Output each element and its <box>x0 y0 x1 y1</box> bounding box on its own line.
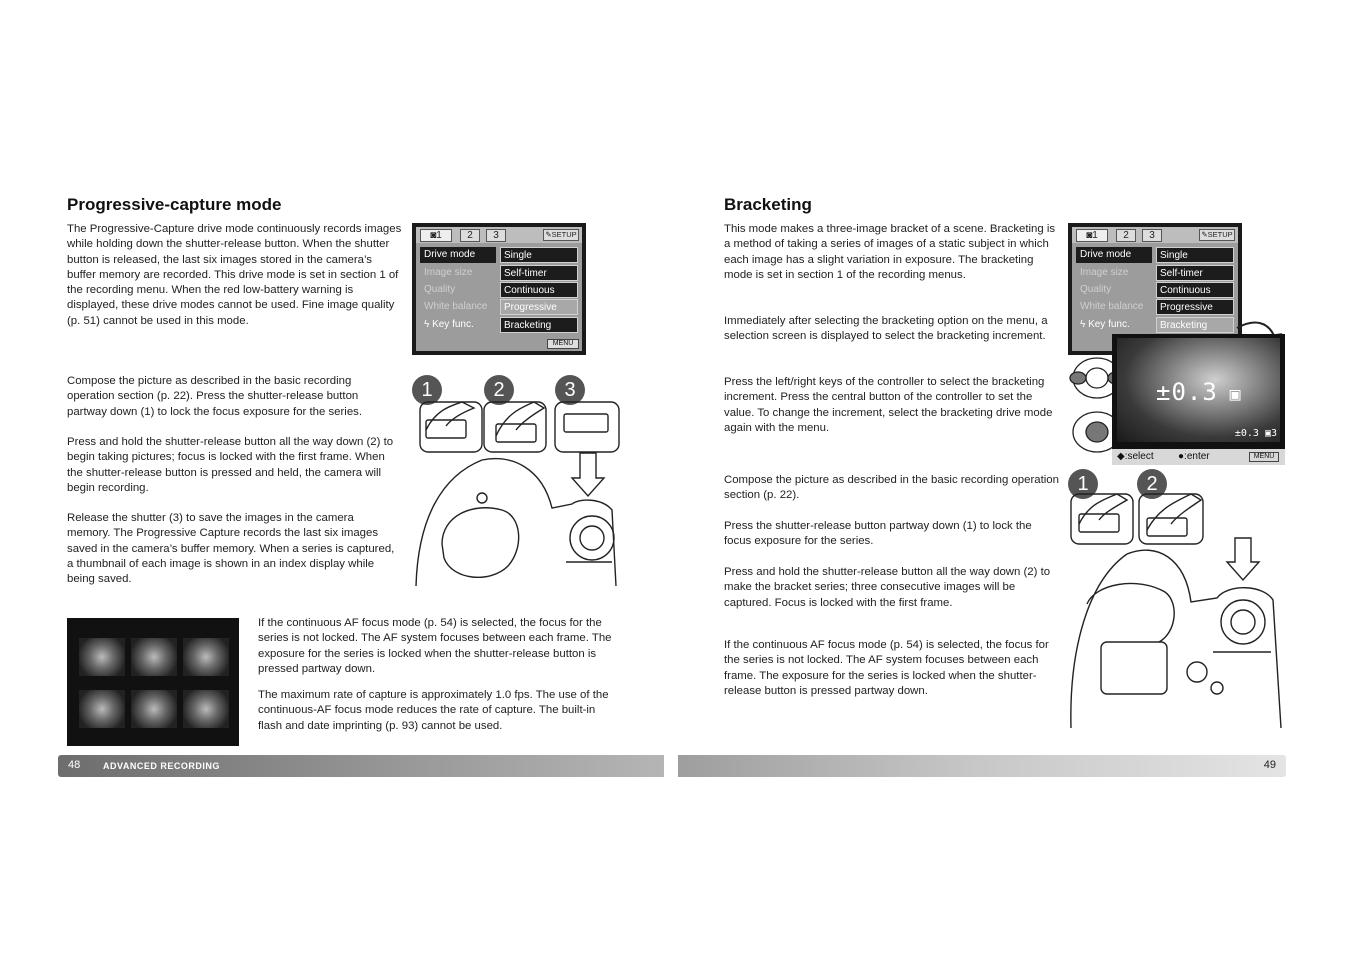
menu-label: White balance <box>424 301 488 312</box>
thumbnail-image <box>183 690 229 728</box>
shutter-press-illustration <box>1067 492 1287 732</box>
bracket-icon: ▣ <box>1217 384 1242 405</box>
paragraph: Press and hold the shutter-release button all the way down (2) to make the bracket series; three consecutive images will be captured. Focus is locked with the first frame. <box>724 566 1051 609</box>
wrench-icon: ✎ <box>1201 230 1208 239</box>
tab-3: 3 <box>486 229 506 242</box>
shutter-press-illustration <box>412 398 622 590</box>
section-title-progressive: Progressive-capture mode <box>67 195 282 214</box>
paragraph: This mode makes a three-image bracket of a scene. Bracketing is a method of taking a series of images of a static subject in which each image has a slight variation in exposure. The bracketing mode is set in section 1 of the recording menus. <box>724 223 1056 281</box>
menu-value: Bracketing <box>500 317 578 333</box>
menu-value: Self-timer <box>500 265 578 281</box>
wrench-icon: ✎ <box>545 230 552 239</box>
step-number: 1 <box>412 375 442 405</box>
footer-bar-right <box>678 755 1286 777</box>
bracket-selection-screen <box>1112 334 1285 465</box>
paragraph: Press the shutter-release button partway down (1) to lock the focus exposure for the series. <box>724 520 1032 548</box>
lcd-guide-bar <box>1112 449 1285 465</box>
menu-label: Quality <box>1080 284 1112 295</box>
tab-3: 3 <box>1142 229 1162 242</box>
select-hint: ◆:select <box>1117 451 1154 462</box>
menu-label: Image size <box>424 267 473 278</box>
menu-label: Image size <box>1080 267 1129 278</box>
thumbnail-image <box>79 690 125 728</box>
paragraph: Compose the picture as described in the basic recording operation section (p. 22). Press the shutter-release button partway down (1) to lock the focus exposure for the series. <box>67 375 363 418</box>
menu-button-indicator: MENU <box>1249 452 1279 462</box>
menu-value: Continuous <box>500 282 578 298</box>
footer-bar-left <box>58 755 664 777</box>
camera-menu-screen <box>412 223 586 355</box>
tab-2: 2 <box>1116 229 1136 242</box>
thumbnail-image <box>131 690 177 728</box>
menu-value: Progressive <box>1156 299 1234 315</box>
camera-icon: ◙ <box>1086 230 1093 241</box>
menu-label: Quality <box>424 284 456 295</box>
tab-setup: ✎SETUP <box>1199 229 1235 241</box>
menu-value: Single <box>1156 247 1234 263</box>
chapter-title: ADVANCED RECORDING <box>103 761 220 771</box>
step-number: 2 <box>484 375 514 405</box>
bracket-status: ±0.3 ▣3 <box>1234 428 1277 439</box>
paragraph: The maximum rate of capture is approximately 1.0 fps. The use of the continuous-AF focus mode reduces the rate of capture. The built-in flash and date imprinting (p. 93) cannot be used. <box>258 689 609 732</box>
thumbnail-image <box>79 638 125 676</box>
section-title-bracketing: Bracketing <box>724 195 812 214</box>
enter-hint: ●:enter <box>1178 451 1210 462</box>
flash-icon: ϟ <box>424 319 433 330</box>
menu-label: ϟ Key func. <box>424 319 474 330</box>
menu-label: ϟ Key func. <box>1080 319 1130 330</box>
thumbnail-image <box>131 638 177 676</box>
paragraph: The Progressive-Capture drive mode continuously records images while holding down the shutter-release button. When the shutter button is released, the last six images stored in the camera’s buffer memory are recorded. This drive mode is set in section 1 of the recording menu. When the red low-battery warning is displayed, these drive modes cannot be used. Fine image quality (p. 51) cannot be used in this mode. <box>67 223 402 327</box>
menu-label: White balance <box>1080 301 1144 312</box>
page-number: 49 <box>1263 759 1276 771</box>
paragraph: Immediately after selecting the bracketing option on the menu, a selection screen is displayed to select the bracketing increment. <box>724 315 1048 343</box>
index-display-thumbnails <box>67 618 239 746</box>
menu-label: Drive mode <box>420 247 496 263</box>
step-number: 1 <box>1068 469 1098 499</box>
paragraph: If the continuous AF focus mode (p. 54) is selected, the focus for the series is not locked. The AF system focuses between each frame. The exposure for the series is locked when the shutter-release button is pressed partway down. <box>258 617 612 675</box>
flash-icon: ϟ <box>1080 319 1089 330</box>
menu-label: Drive mode <box>1076 247 1152 263</box>
tab-camera-1: ◙1 <box>420 229 452 242</box>
page-number: 48 <box>68 759 81 771</box>
paragraph: Press the left/right keys of the controller to select the bracketing increment. Press the central button of the controller to set the value. To change the increment, select the bracketing drive mode again with the menu. <box>724 376 1053 434</box>
menu-value: Progressive <box>500 299 578 315</box>
menu-value: Single <box>500 247 578 263</box>
paragraph: If the continuous AF focus mode (p. 54) is selected, the focus for the series is not locked. The AF system focuses between each frame. The exposure for the series is locked when the shutter-release button is pressed partway down. <box>724 639 1049 697</box>
paragraph: Press and hold the shutter-release button all the way down (2) to begin taking pictures; focus is locked with the first frame. When the shutter-release button is pressed and held, the camera will begin recording. <box>67 436 394 494</box>
paragraph: Compose the picture as described in the basic recording operation section (p. 22). <box>724 474 1059 502</box>
camera-icon: ◙ <box>430 230 437 241</box>
step-number: 3 <box>555 375 585 405</box>
tab-2: 2 <box>460 229 480 242</box>
bracket-increment-value: ±0.3 ▣ <box>1156 378 1242 406</box>
menu-value: Self-timer <box>1156 265 1234 281</box>
thumbnail-image <box>183 638 229 676</box>
menu-value: Bracketing <box>1156 317 1234 333</box>
menu-button-indicator: MENU <box>547 339 579 349</box>
tab-setup: ✎SETUP <box>543 229 579 241</box>
right-page <box>675 0 1350 954</box>
step-number: 2 <box>1137 469 1167 499</box>
paragraph: Release the shutter (3) to save the images in the camera memory. The Progressive Capture records the last six images saved in the camera’s buffer memory. When a series is captured, a thumbnail of each image is shown in an index display while being saved. <box>67 512 395 586</box>
tab-camera-1: ◙1 <box>1076 229 1108 242</box>
menu-value: Continuous <box>1156 282 1234 298</box>
